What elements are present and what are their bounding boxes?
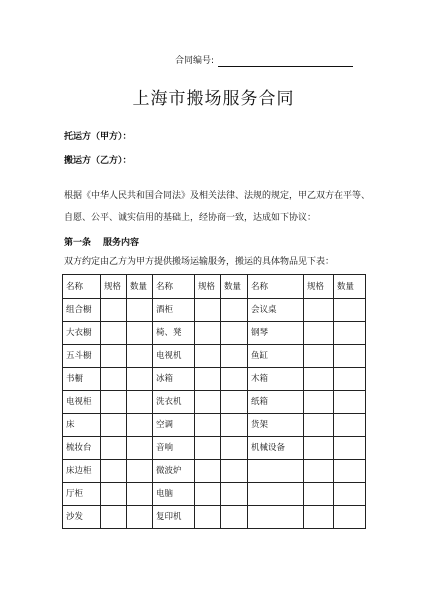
- table-header-row: [63, 275, 366, 299]
- item-name-cell: 梳妆台: [63, 437, 101, 460]
- article-1-number: 第一条: [64, 238, 92, 248]
- table-row: [63, 299, 366, 322]
- item-name-cell: [248, 483, 304, 506]
- header-cell-qty: 数量: [127, 275, 153, 299]
- item-name-cell: 冰箱: [153, 368, 195, 391]
- quantity-cell[interactable]: [127, 506, 153, 529]
- intro-paragraph-line-1: 根据《中华人民共和国合同法》及相关法律、法规的规定，甲乙双方在平等、: [64, 191, 371, 201]
- header-cell-spec: 规格: [195, 275, 221, 299]
- header-cell-spec: 规格: [304, 275, 334, 299]
- spec-cell[interactable]: [101, 483, 127, 506]
- quantity-cell[interactable]: [334, 299, 366, 322]
- quantity-cell[interactable]: [221, 460, 248, 483]
- spec-cell[interactable]: [101, 368, 127, 391]
- article-1-heading: [64, 237, 139, 249]
- header-cell-name: 名称: [63, 275, 101, 299]
- item-name-cell: 沙发: [63, 506, 101, 529]
- quantity-cell[interactable]: [127, 391, 153, 414]
- party-a-label: 托运方（甲方）：: [64, 132, 132, 142]
- item-name-cell: 机械设备: [248, 437, 304, 460]
- header-cell-spec: 规格: [101, 275, 127, 299]
- quantity-cell[interactable]: [127, 437, 153, 460]
- spec-cell[interactable]: [101, 460, 127, 483]
- spec-cell[interactable]: [195, 391, 221, 414]
- article-1-title: 服务内容: [103, 238, 140, 248]
- quantity-cell[interactable]: [221, 345, 248, 368]
- spec-cell[interactable]: [101, 299, 127, 322]
- spec-cell[interactable]: [101, 506, 127, 529]
- spec-cell[interactable]: [101, 391, 127, 414]
- spec-cell[interactable]: [195, 483, 221, 506]
- spec-cell[interactable]: [195, 437, 221, 460]
- item-name-cell: 钢琴: [248, 322, 304, 345]
- header-cell-qty: 数量: [334, 275, 366, 299]
- table-row: [63, 483, 366, 506]
- quantity-cell[interactable]: [334, 391, 366, 414]
- item-name-cell: 床: [63, 414, 101, 437]
- item-name-cell: 微波炉: [153, 460, 195, 483]
- table-row: [63, 368, 366, 391]
- item-name-cell: 厅柜: [63, 483, 101, 506]
- item-name-cell: 电脑: [153, 483, 195, 506]
- item-name-cell: 大衣橱: [63, 322, 101, 345]
- party-b-label: 搬运方（乙方）：: [64, 156, 132, 166]
- spec-cell[interactable]: [195, 460, 221, 483]
- spec-cell[interactable]: [304, 460, 334, 483]
- table-row: [63, 345, 366, 368]
- item-name-cell: 椅、凳: [153, 322, 195, 345]
- contract-number-label: 合同编号:: [175, 56, 215, 66]
- quantity-cell[interactable]: [221, 506, 248, 529]
- item-name-cell: 床边柜: [63, 460, 101, 483]
- spec-cell[interactable]: [304, 368, 334, 391]
- spec-cell[interactable]: [195, 322, 221, 345]
- quantity-cell[interactable]: [334, 506, 366, 529]
- document-title: 上海市搬场服务合同: [132, 89, 295, 109]
- item-name-cell: 电视机: [153, 345, 195, 368]
- quantity-cell[interactable]: [127, 368, 153, 391]
- item-name-cell: [248, 506, 304, 529]
- quantity-cell[interactable]: [127, 345, 153, 368]
- quantity-cell[interactable]: [221, 322, 248, 345]
- quantity-cell[interactable]: [334, 437, 366, 460]
- spec-cell[interactable]: [101, 414, 127, 437]
- table-row: [63, 414, 366, 437]
- quantity-cell[interactable]: [221, 437, 248, 460]
- item-name-cell: 电视柜: [63, 391, 101, 414]
- quantity-cell[interactable]: [334, 345, 366, 368]
- spec-cell[interactable]: [195, 345, 221, 368]
- spec-cell[interactable]: [101, 345, 127, 368]
- contract-number-blank: [218, 57, 353, 67]
- spec-cell[interactable]: [304, 322, 334, 345]
- contract-number-line: [175, 55, 353, 67]
- item-name-cell: 会议桌: [248, 299, 304, 322]
- item-name-cell: 鱼缸: [248, 345, 304, 368]
- item-name-cell: 空调: [153, 414, 195, 437]
- spec-cell[interactable]: [304, 437, 334, 460]
- table-row: [63, 322, 366, 345]
- item-name-cell: 书橱: [63, 368, 101, 391]
- spec-cell[interactable]: [304, 506, 334, 529]
- quantity-cell[interactable]: [221, 368, 248, 391]
- spec-cell[interactable]: [195, 368, 221, 391]
- quantity-cell[interactable]: [221, 299, 248, 322]
- item-name-cell: 音响: [153, 437, 195, 460]
- spec-cell[interactable]: [304, 345, 334, 368]
- spec-cell[interactable]: [304, 391, 334, 414]
- spec-cell[interactable]: [101, 322, 127, 345]
- spec-cell[interactable]: [304, 483, 334, 506]
- quantity-cell[interactable]: [221, 391, 248, 414]
- intro-paragraph-line-2: 自愿、公平、诚实信用的基础上，经协商一致，达成如下协议：: [64, 213, 317, 223]
- quantity-cell[interactable]: [127, 299, 153, 322]
- table-row: [63, 506, 366, 529]
- spec-cell[interactable]: [304, 299, 334, 322]
- article-1-text: 双方约定由乙方为甲方提供搬场运输服务，搬运的具体物品见下表：: [64, 257, 335, 267]
- quantity-cell[interactable]: [334, 460, 366, 483]
- item-name-cell: 货架: [248, 414, 304, 437]
- header-cell-name: 名称: [153, 275, 195, 299]
- quantity-cell[interactable]: [334, 322, 366, 345]
- header-cell-name: 名称: [248, 275, 304, 299]
- item-name-cell: [248, 460, 304, 483]
- item-name-cell: 纸箱: [248, 391, 304, 414]
- quantity-cell[interactable]: [127, 322, 153, 345]
- table-row: [63, 460, 366, 483]
- header-cell-qty: 数量: [221, 275, 248, 299]
- quantity-cell[interactable]: [334, 414, 366, 437]
- item-name-cell: 复印机: [153, 506, 195, 529]
- items-table: [62, 274, 366, 529]
- quantity-cell[interactable]: [221, 483, 248, 506]
- item-name-cell: 五斗橱: [63, 345, 101, 368]
- quantity-cell[interactable]: [334, 483, 366, 506]
- item-name-cell: 洗衣机: [153, 391, 195, 414]
- spec-cell[interactable]: [195, 506, 221, 529]
- item-name-cell: 木箱: [248, 368, 304, 391]
- table-row: [63, 391, 366, 414]
- item-name-cell: 组合橱: [63, 299, 101, 322]
- quantity-cell[interactable]: [127, 460, 153, 483]
- spec-cell[interactable]: [101, 437, 127, 460]
- spec-cell[interactable]: [304, 414, 334, 437]
- quantity-cell[interactable]: [127, 414, 153, 437]
- quantity-cell[interactable]: [221, 414, 248, 437]
- item-name-cell: 酒柜: [153, 299, 195, 322]
- table-row: [63, 437, 366, 460]
- quantity-cell[interactable]: [127, 483, 153, 506]
- quantity-cell[interactable]: [334, 368, 366, 391]
- spec-cell[interactable]: [195, 414, 221, 437]
- spec-cell[interactable]: [195, 299, 221, 322]
